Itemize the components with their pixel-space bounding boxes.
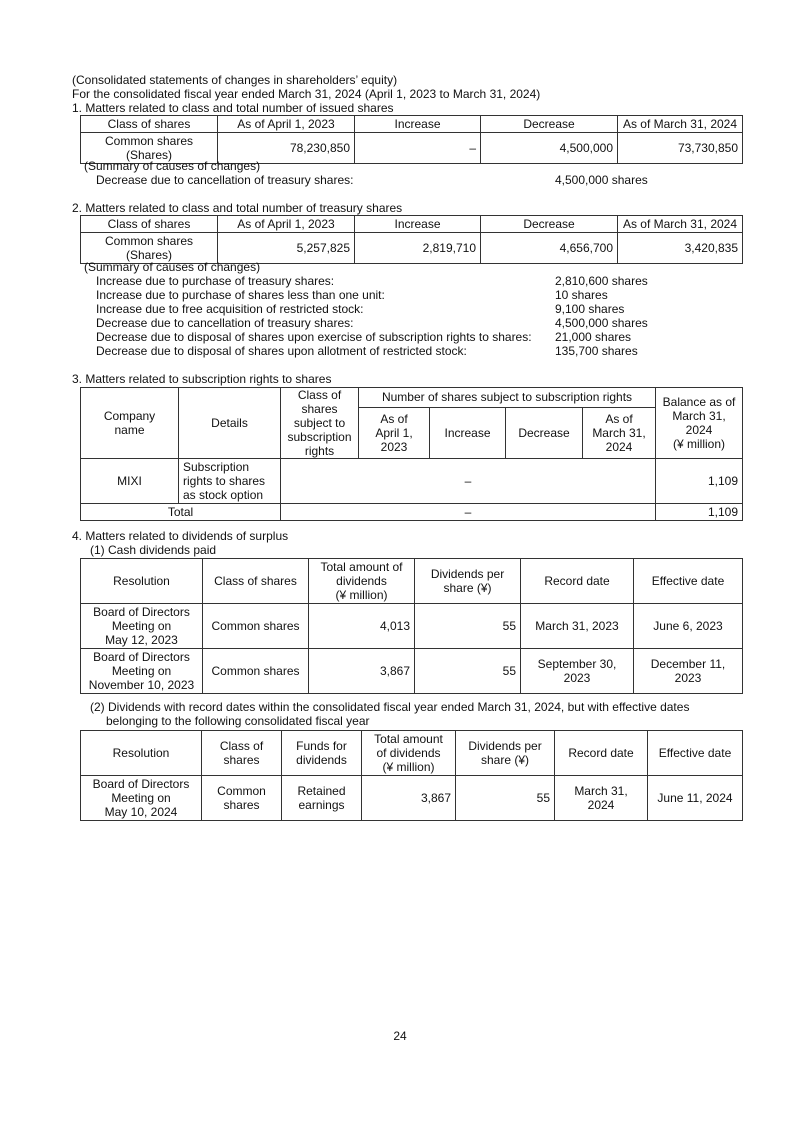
section4-sub2-title-cont: belonging to the following consolidated fiscal year bbox=[106, 714, 370, 728]
header-cell: Resolution bbox=[81, 559, 203, 604]
resolution-cell: Board of Directors Meeting on May 10, 2024 bbox=[81, 776, 202, 821]
header-cell: Details bbox=[179, 388, 281, 459]
header-cell: As of March 31, 2024 bbox=[618, 116, 743, 133]
section2-title: 2. Matters related to class and total number of treasury shares bbox=[72, 201, 403, 215]
table-row bbox=[81, 459, 743, 504]
header-cell: Class of shares bbox=[203, 559, 309, 604]
header-cell: Dividends per share (¥) bbox=[456, 731, 555, 776]
summary-label: Decrease due to cancellation of treasury shares: bbox=[96, 316, 354, 330]
header-cell: As of March 31, 2024 bbox=[583, 407, 656, 458]
header-cell: As of April 1, 2023 bbox=[359, 407, 430, 458]
document-heading: (Consolidated statements of changes in shareholders’ equity) bbox=[72, 73, 398, 87]
table-row bbox=[81, 604, 743, 649]
header-cell: Dividends per share (¥) bbox=[415, 559, 521, 604]
summary-value: 2,810,600 shares bbox=[555, 274, 648, 288]
value-cell: 2,819,710 bbox=[355, 233, 481, 264]
section4-title: 4. Matters related to dividends of surplus bbox=[72, 529, 289, 543]
summary-label: Increase due to purchase of treasury shares: bbox=[96, 274, 335, 288]
details-cell: Subscription rights to shares as stock option bbox=[179, 459, 281, 504]
header-cell: Increase bbox=[430, 407, 506, 458]
summary-value: 9,100 shares bbox=[555, 302, 625, 316]
summary-value: 10 shares bbox=[555, 288, 608, 302]
next-year-dividends-table bbox=[80, 730, 743, 821]
header-cell: Record date bbox=[521, 559, 634, 604]
summary-label: Decrease due to disposal of shares upon allotment of restricted stock: bbox=[96, 344, 467, 358]
value-cell: 73,730,850 bbox=[618, 133, 743, 164]
table-header-row bbox=[81, 388, 743, 408]
effective-date-cell: June 11, 2024 bbox=[648, 776, 743, 821]
header-cell: As of April 1, 2023 bbox=[218, 116, 355, 133]
resolution-cell: Board of Directors Meeting on May 12, 2023 bbox=[81, 604, 203, 649]
header-cell: Effective date bbox=[648, 731, 743, 776]
header-cell: Balance as of March 31, 2024 (¥ million) bbox=[656, 388, 743, 459]
section4-sub2-title: (2) Dividends with record dates within the consolidated fiscal year ended March 31, 2024, but with effective dates bbox=[90, 700, 690, 714]
header-cell: Total amount of dividends (¥ million) bbox=[309, 559, 415, 604]
header-cell: As of March 31, 2024 bbox=[618, 216, 743, 233]
summary-value: 4,500,000 shares bbox=[555, 316, 648, 330]
header-cell: Number of shares subject to subscription rights bbox=[359, 388, 656, 408]
header-cell: Total amount of dividends (¥ million) bbox=[362, 731, 456, 776]
table-header-row bbox=[81, 559, 743, 604]
summary-value: 4,500,000 shares bbox=[555, 173, 648, 187]
header-cell: As of April 1, 2023 bbox=[218, 216, 355, 233]
record-date-cell: March 31, 2024 bbox=[555, 776, 648, 821]
header-cell: Record date bbox=[555, 731, 648, 776]
table-total-row bbox=[81, 504, 743, 521]
section1-title: 1. Matters related to class and total number of issued shares bbox=[72, 101, 394, 115]
header-cell: Decrease bbox=[506, 407, 583, 458]
section1-summary-title: (Summary of causes of changes) bbox=[84, 159, 261, 173]
value-cell: 3,867 bbox=[309, 649, 415, 694]
value-cell: – bbox=[281, 504, 656, 521]
fiscal-period-line: For the consolidated fiscal year ended March 31, 2024 (April 1, 2023 to March 31, 2024) bbox=[72, 87, 541, 101]
issued-shares-table bbox=[80, 115, 743, 164]
value-cell: 4,500,000 bbox=[481, 133, 618, 164]
value-cell: 55 bbox=[415, 604, 521, 649]
header-cell: Increase bbox=[355, 216, 481, 233]
summary-value: 21,000 shares bbox=[555, 330, 632, 344]
value-cell: 5,257,825 bbox=[218, 233, 355, 264]
record-date-cell: March 31, 2023 bbox=[521, 604, 634, 649]
page-number: 24 bbox=[393, 1029, 407, 1043]
subscription-rights-table bbox=[80, 387, 743, 521]
header-cell: Class of shares bbox=[81, 216, 218, 233]
summary-label: Decrease due to cancellation of treasury shares: bbox=[96, 173, 354, 187]
table-header-row bbox=[81, 216, 743, 233]
resolution-cell: Board of Directors Meeting on November 10, 2023 bbox=[81, 649, 203, 694]
header-cell: Decrease bbox=[481, 216, 618, 233]
total-label-cell: Total bbox=[81, 504, 281, 521]
company-cell: MIXI bbox=[81, 459, 179, 504]
table-row bbox=[81, 776, 743, 821]
value-cell: 4,656,700 bbox=[481, 233, 618, 264]
header-cell: Resolution bbox=[81, 731, 202, 776]
section3-title: 3. Matters related to subscription rights to shares bbox=[72, 372, 332, 386]
header-cell: Class of shares bbox=[202, 731, 282, 776]
cash-dividends-table bbox=[80, 558, 743, 694]
table-header-row bbox=[81, 731, 743, 776]
summary-label: Increase due to free acquisition of restricted stock: bbox=[96, 302, 364, 316]
summary-value: 135,700 shares bbox=[555, 344, 638, 358]
treasury-shares-table bbox=[80, 215, 743, 264]
value-cell: – bbox=[355, 133, 481, 164]
value-cell: – bbox=[281, 459, 656, 504]
value-cell: 3,420,835 bbox=[618, 233, 743, 264]
table-header-row bbox=[81, 116, 743, 133]
effective-date-cell: December 11, 2023 bbox=[634, 649, 743, 694]
class-cell: Common shares (Shares) bbox=[81, 133, 218, 164]
header-cell: Class of shares subject to subscription rights bbox=[281, 388, 359, 459]
section4-sub1-title: (1) Cash dividends paid bbox=[90, 543, 217, 557]
value-cell: 4,013 bbox=[309, 604, 415, 649]
header-cell: Funds for dividends bbox=[282, 731, 362, 776]
class-cell: Common shares (Shares) bbox=[81, 233, 218, 264]
summary-label: Increase due to purchase of shares less than one unit: bbox=[96, 288, 385, 302]
header-cell: Decrease bbox=[481, 116, 618, 133]
value-cell: 1,109 bbox=[656, 459, 743, 504]
value-cell: 78,230,850 bbox=[218, 133, 355, 164]
header-cell: Increase bbox=[355, 116, 481, 133]
summary-label: Decrease due to disposal of shares upon exercise of subscription rights to shares: bbox=[96, 330, 532, 344]
value-cell: 1,109 bbox=[656, 504, 743, 521]
header-cell: Class of shares bbox=[81, 116, 218, 133]
class-cell: Common shares bbox=[203, 604, 309, 649]
value-cell: 55 bbox=[456, 776, 555, 821]
class-cell: Common shares bbox=[203, 649, 309, 694]
effective-date-cell: June 6, 2023 bbox=[634, 604, 743, 649]
funds-cell: Retained earnings bbox=[282, 776, 362, 821]
table-row bbox=[81, 649, 743, 694]
value-cell: 55 bbox=[415, 649, 521, 694]
table-row bbox=[81, 233, 743, 264]
record-date-cell: September 30, 2023 bbox=[521, 649, 634, 694]
class-cell: Common shares bbox=[202, 776, 282, 821]
value-cell: 3,867 bbox=[362, 776, 456, 821]
header-cell: Effective date bbox=[634, 559, 743, 604]
section2-summary-title: (Summary of causes of changes) bbox=[84, 260, 261, 274]
header-cell: Company name bbox=[81, 388, 179, 459]
